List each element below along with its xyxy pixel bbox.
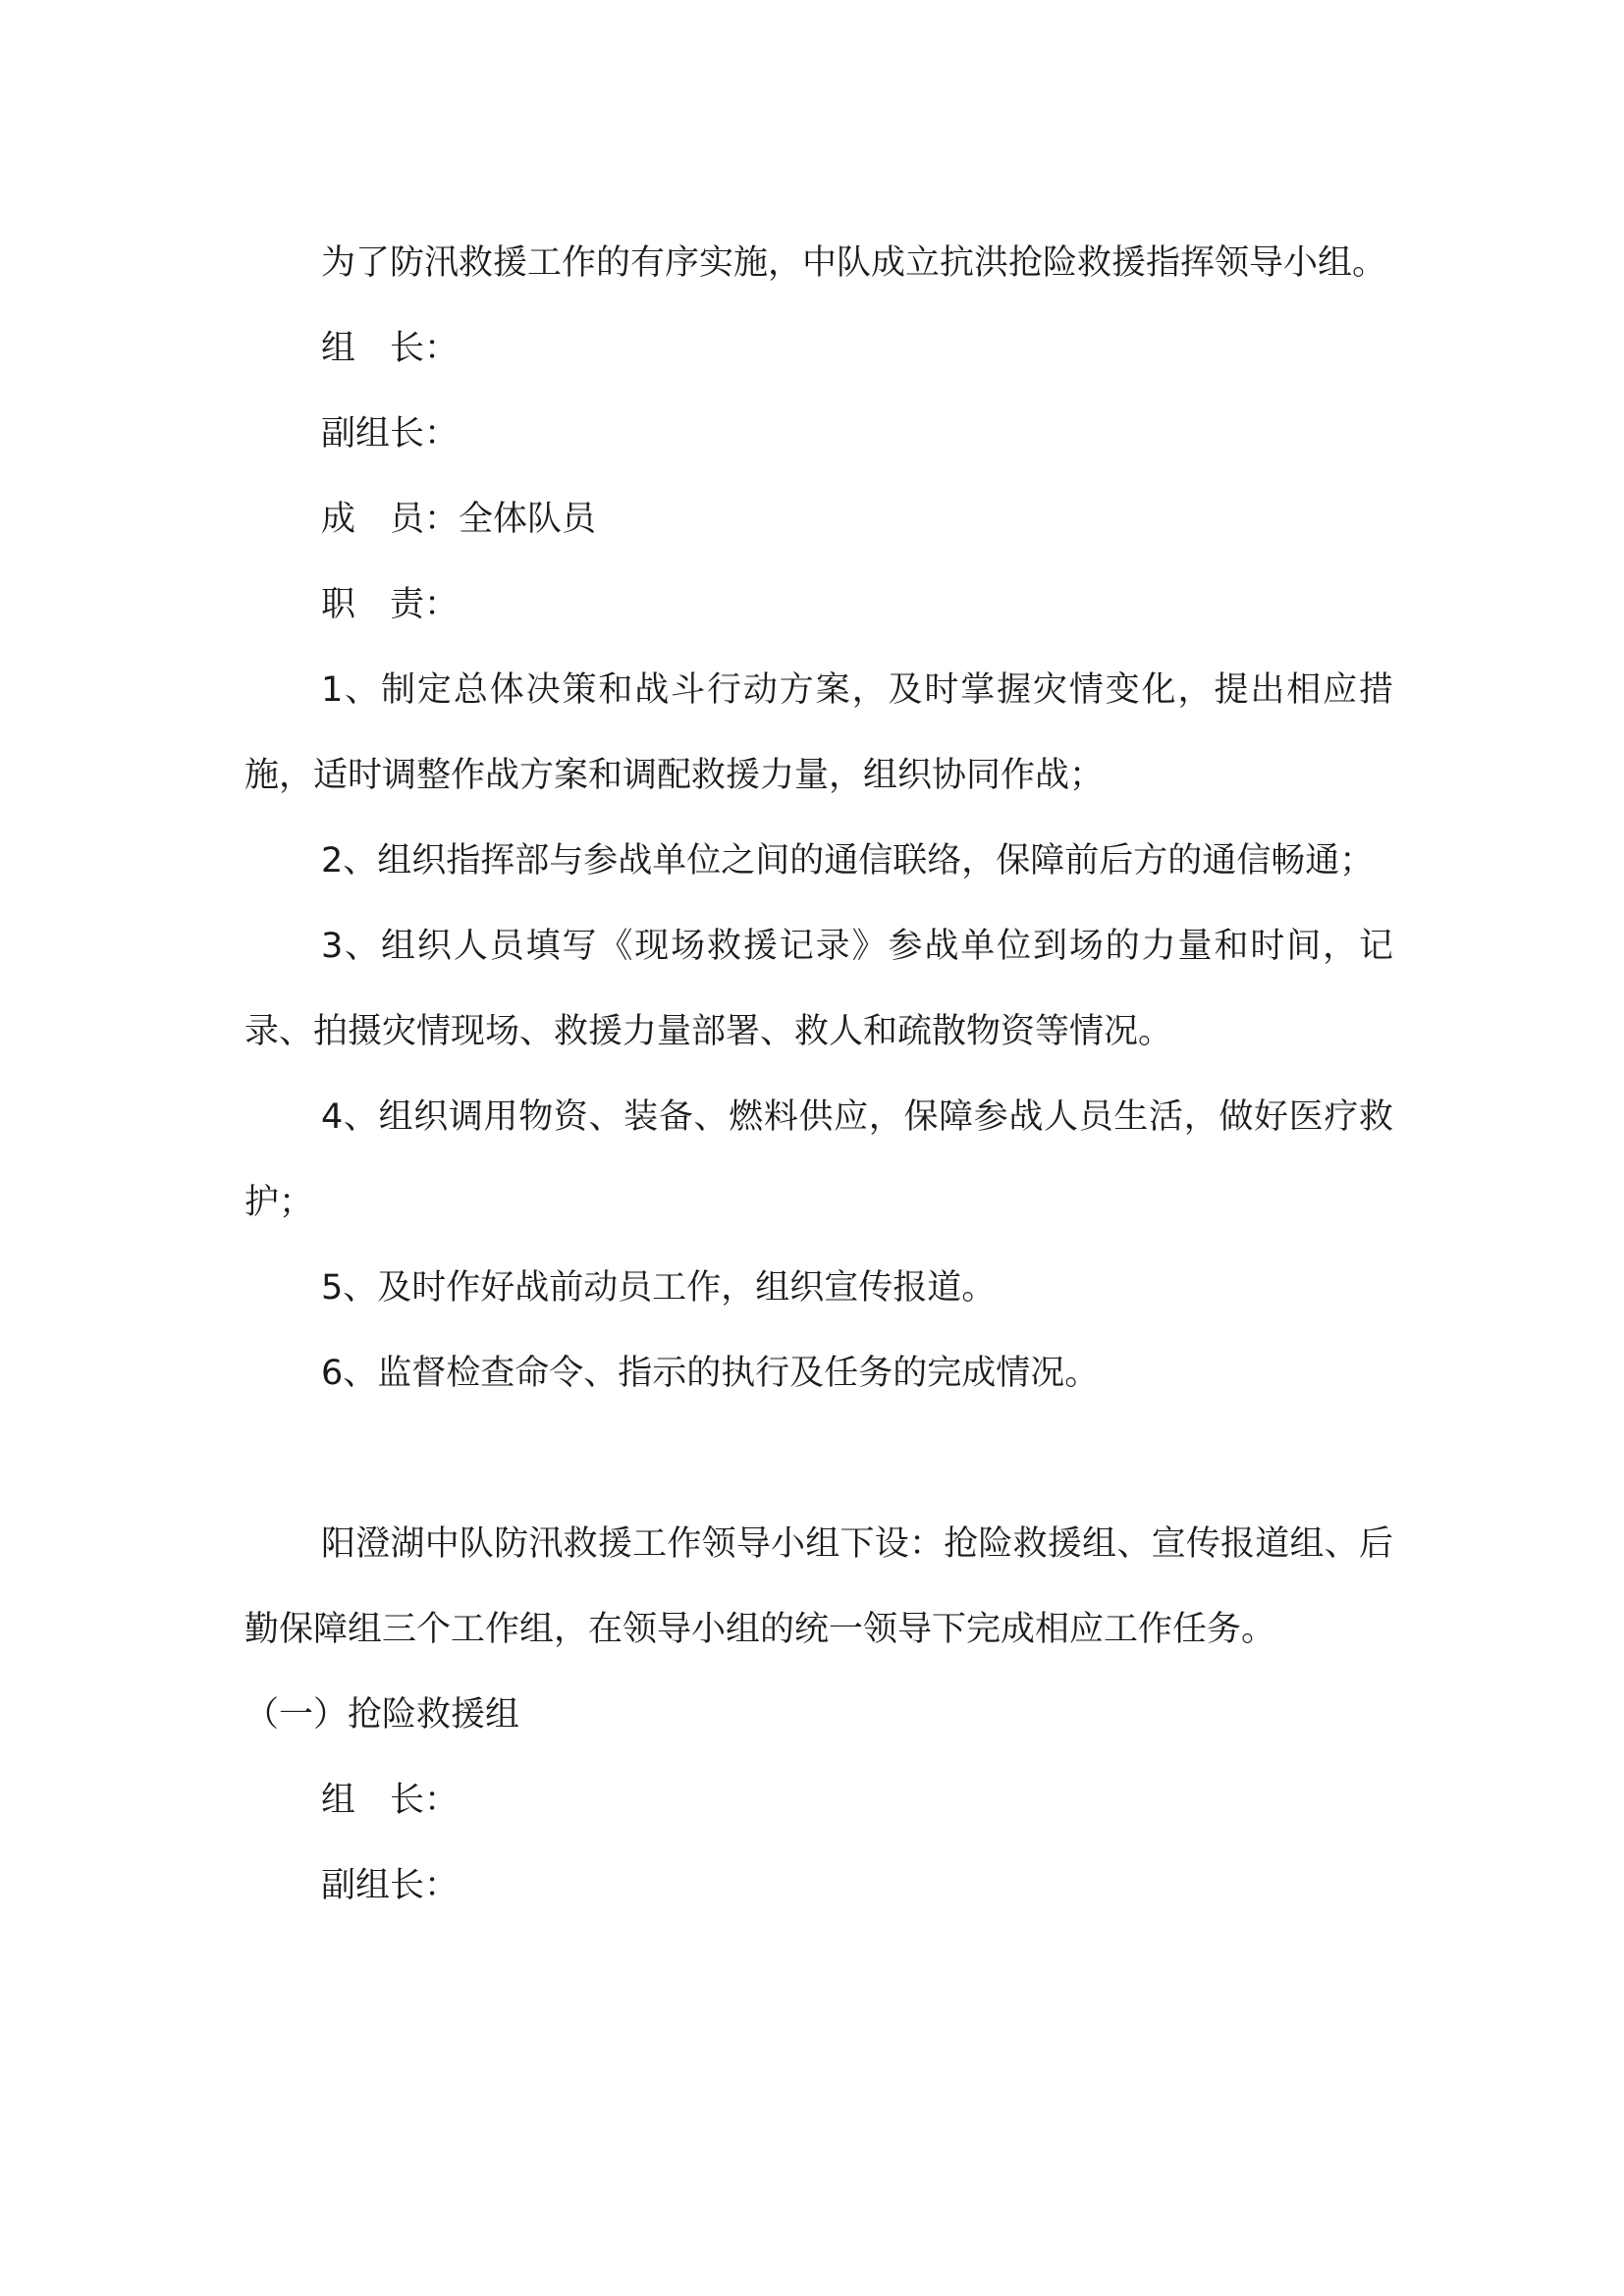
section-one-deputy-line: 副组长：: [321, 1866, 460, 1905]
section-one-title: （一）抢险救援组: [244, 1695, 520, 1735]
duty-item: 3、组织人员填写《现场救援记录》参战单位到场的力量和时间，记录、拍摄灾情现场、救援力量部署、救人和疏散物资等情况。: [244, 927, 1393, 1051]
duty-item: 5、及时作好战前动员工作，组织宣传报道。: [321, 1268, 997, 1308]
section-one-leader-line: 组 长：: [321, 1781, 460, 1820]
duty-item: 4、组织调用物资、装备、燃料供应，保障参战人员生活，做好医疗救护；: [244, 1097, 1393, 1222]
document-body: [244, 221, 1393, 1929]
duty-item: 1、制定总体决策和战斗行动方案，及时掌握灾情变化，提出相应措施，适时调整作战方案和调配救援力量，组织协同作战；: [244, 670, 1393, 795]
duty-item: 6、监督检查命令、指示的执行及任务的完成情况。: [321, 1354, 1100, 1393]
intro-paragraph: 为了防汛救援工作的有序实施，中队成立抗洪抢险救援指挥领导小组。: [321, 243, 1387, 283]
leader-line: 组 长：: [321, 329, 460, 368]
deputy-leader-line: 副组长：: [321, 414, 460, 454]
duties-title: 职 责：: [321, 585, 460, 624]
duty-item: 2、组织指挥部与参战单位之间的通信联络，保障前后方的通信畅通；: [321, 841, 1375, 881]
subgroups-paragraph: 阳澄湖中队防汛救援工作领导小组下设：抢险救援组、宣传报道组、后勤保障组三个工作组，在领导小组的统一领导下完成相应工作任务。: [244, 1524, 1393, 1649]
members-line: 成 员：全体队员: [321, 500, 597, 539]
